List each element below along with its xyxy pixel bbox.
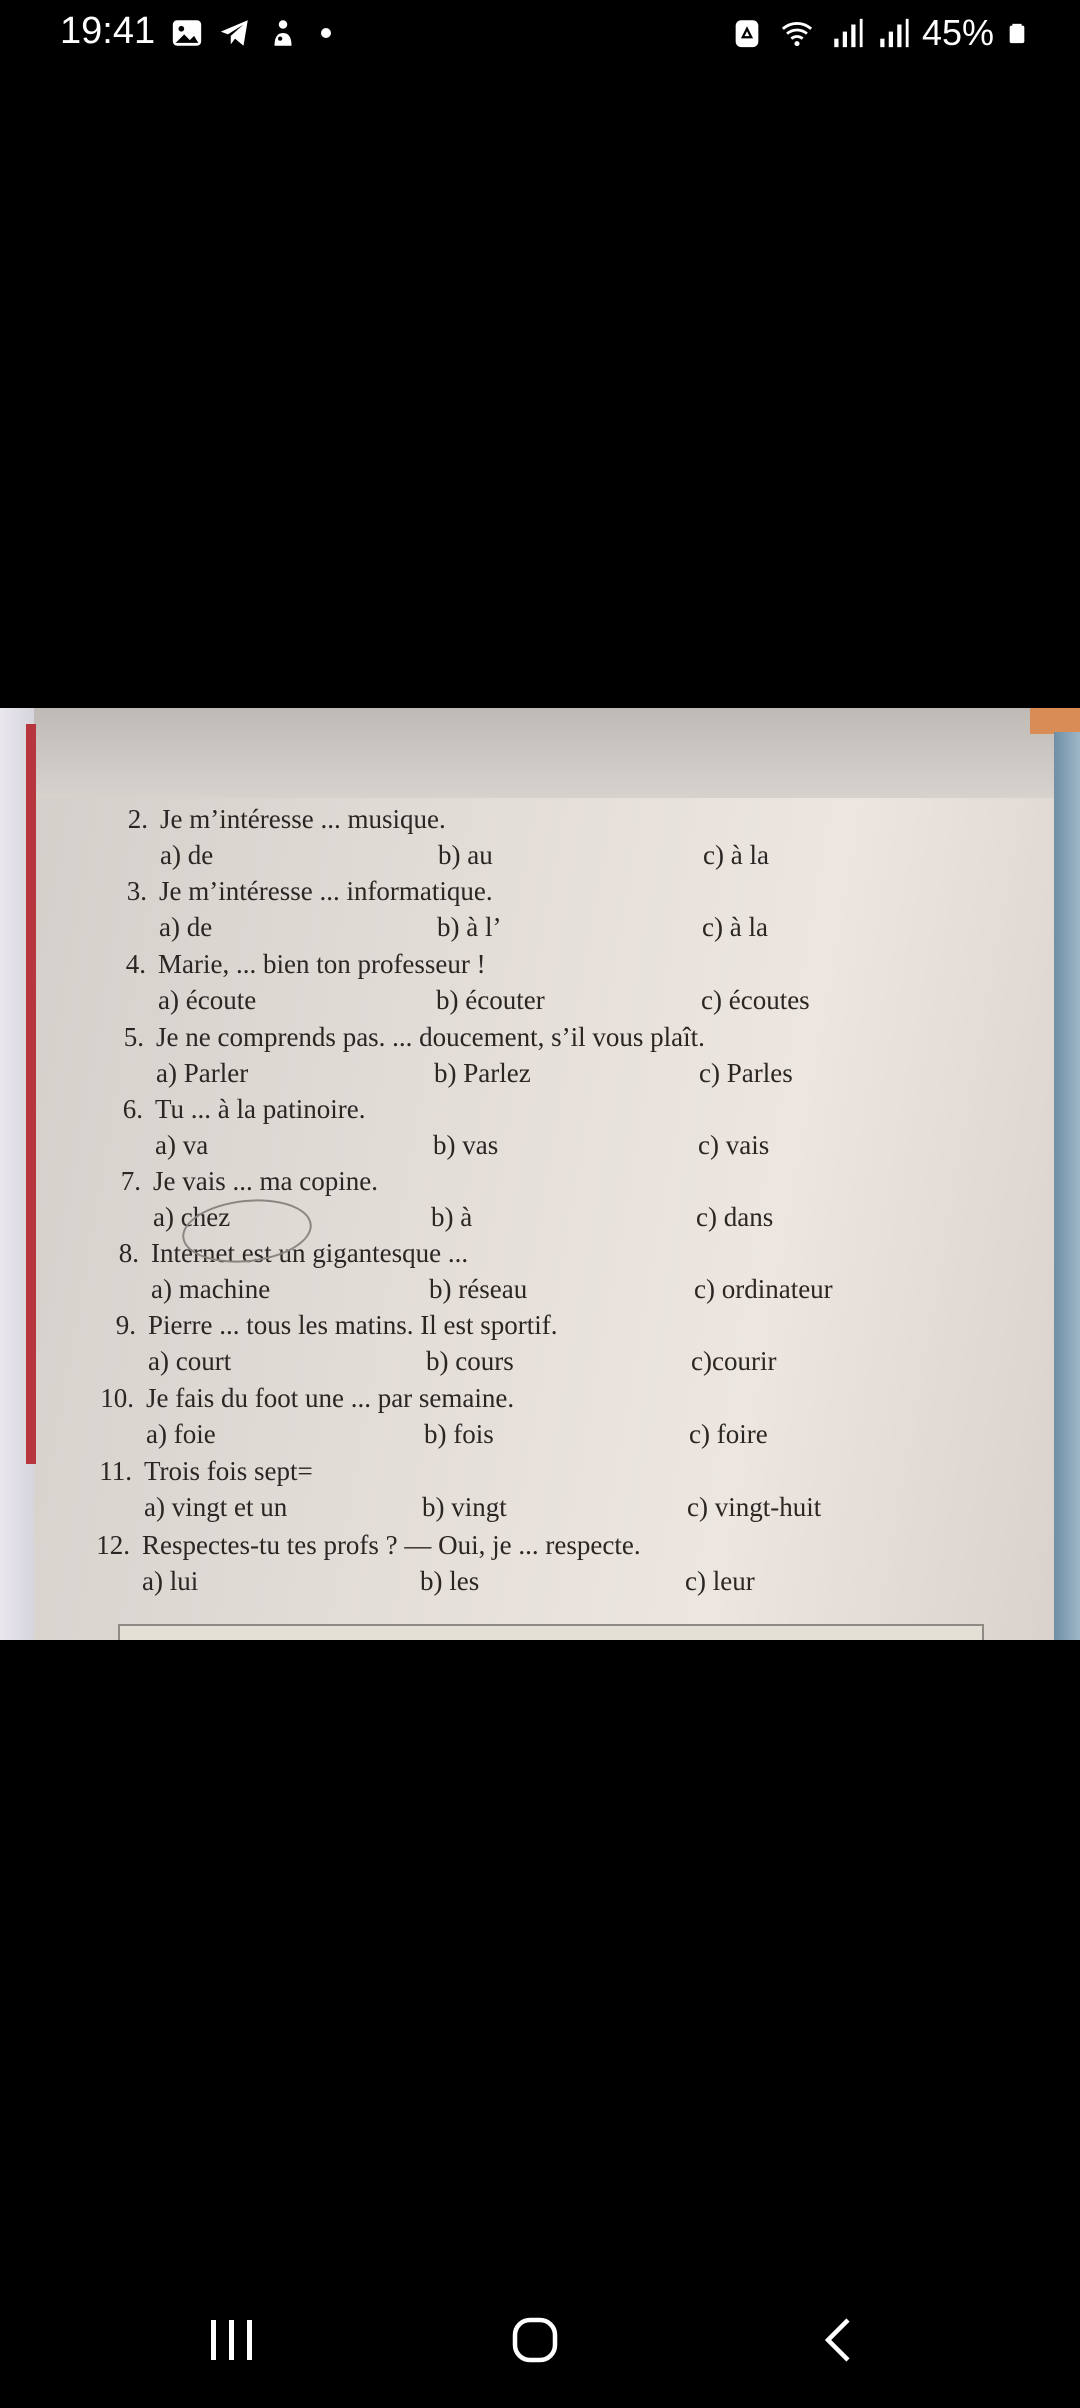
question-number: 3.: [126, 876, 147, 906]
question-text: Je ne comprends pas. ... doucement, s’il vous plaît.: [156, 1022, 705, 1052]
option-a: a) écoute: [158, 985, 257, 1015]
option-c: c) vingt-huit: [687, 1492, 822, 1522]
option-b: b) à l’: [437, 912, 502, 942]
question-text: Pierre ... tous les matins. Il est sportif.: [148, 1310, 558, 1340]
home-icon: [510, 2315, 560, 2365]
battery-icon: [1006, 16, 1028, 50]
question-5: [84, 1022, 1080, 1094]
question-text: Internet est un gigantesque ...: [151, 1238, 469, 1268]
question-text: Marie, ... bien ton professeur !: [158, 949, 486, 979]
option-c: c) dans: [696, 1202, 774, 1232]
wifi-icon: [776, 16, 818, 50]
question-11: [72, 1456, 1072, 1528]
home-button[interactable]: [475, 2290, 595, 2390]
option-c: c) Parles: [699, 1058, 793, 1088]
question-text: Je vais ... ma copine.: [153, 1166, 378, 1196]
option-b: b) vas: [433, 1130, 499, 1160]
question-number: 8.: [118, 1238, 139, 1268]
battery-level: 45%: [921, 12, 994, 53]
recycle-icon: [730, 16, 764, 50]
question-number: 6.: [122, 1094, 143, 1124]
telegram-icon: [218, 16, 252, 50]
option-a: a) va: [155, 1130, 209, 1160]
option-a: a) court: [148, 1346, 232, 1376]
question-10: [74, 1383, 1074, 1455]
question-text: Je fais du foot une ... par semaine.: [146, 1383, 515, 1413]
option-a: a) vingt et un: [144, 1492, 288, 1522]
question-6: [83, 1094, 1080, 1166]
next-test-box: [118, 1624, 984, 1640]
question-number: 9.: [115, 1310, 136, 1340]
back-icon: [820, 2316, 856, 2364]
option-c: c)courir: [691, 1346, 777, 1376]
worksheet-photo: [0, 708, 1080, 1640]
option-b: b) cours: [426, 1346, 514, 1376]
back-button[interactable]: [778, 2290, 898, 2390]
gallery-icon: [170, 16, 204, 50]
option-a: a) chez: [153, 1202, 231, 1232]
question-text: Tu ... à la patinoire.: [155, 1094, 366, 1124]
question-2: [88, 804, 1080, 876]
option-c: c) ordinateur: [694, 1274, 833, 1304]
option-b: b) les: [420, 1566, 480, 1596]
question-number: 10.: [100, 1383, 134, 1413]
option-b: b) réseau: [429, 1274, 528, 1304]
option-a: a) Parler: [156, 1058, 249, 1088]
option-b: b) fois: [424, 1419, 494, 1449]
question-list: [0, 708, 1080, 1640]
question-3: [87, 876, 1080, 948]
option-c: c) foire: [689, 1419, 768, 1449]
option-c: c) leur: [685, 1566, 755, 1596]
recent-apps-button[interactable]: [172, 2290, 292, 2390]
option-b: b) au: [438, 840, 493, 870]
navigation-bar: [0, 2290, 1080, 2400]
option-c: c) écoutes: [701, 985, 810, 1015]
question-number: 2.: [127, 804, 148, 834]
question-4: [86, 949, 1080, 1021]
question-number: 7.: [120, 1166, 141, 1196]
question-text: Trois fois sept=: [144, 1456, 313, 1486]
option-a: a) de: [160, 840, 214, 870]
question-number: 12.: [96, 1530, 130, 1560]
recent-apps-icon: [207, 2318, 257, 2362]
option-b: b) à: [431, 1202, 473, 1232]
option-b: b) vingt: [422, 1492, 507, 1522]
option-b: b) Parlez: [434, 1058, 531, 1088]
notification-icons: [170, 16, 338, 50]
question-number: 4.: [125, 949, 146, 979]
option-c: c) à la: [703, 840, 769, 870]
question-text: Respectes-tu tes profs ? — Oui, je ... respecte.: [142, 1530, 641, 1560]
option-c: c) vais: [698, 1130, 770, 1160]
option-a: a) de: [159, 912, 213, 942]
question-text: Je m’intéresse ... informatique.: [159, 876, 493, 906]
option-c: c) à la: [702, 912, 768, 942]
status-time: 19:41: [60, 10, 156, 52]
question-12: [70, 1530, 1070, 1602]
option-b: b) écouter: [436, 985, 545, 1015]
dot-icon: [314, 16, 338, 50]
status-bar: [0, 0, 1080, 70]
app-icon: [266, 16, 300, 50]
question-9: [76, 1310, 1076, 1382]
option-a: a) lui: [142, 1566, 199, 1596]
question-number: 11.: [99, 1456, 132, 1486]
question-number: 5.: [123, 1022, 144, 1052]
option-a: a) machine: [151, 1274, 271, 1304]
signal-icon: [876, 16, 910, 50]
option-a: a) foie: [146, 1419, 216, 1449]
signal-icon: [830, 16, 864, 50]
question-text: Je m’intéresse ... musique.: [160, 804, 446, 834]
system-icons: [730, 12, 1028, 54]
